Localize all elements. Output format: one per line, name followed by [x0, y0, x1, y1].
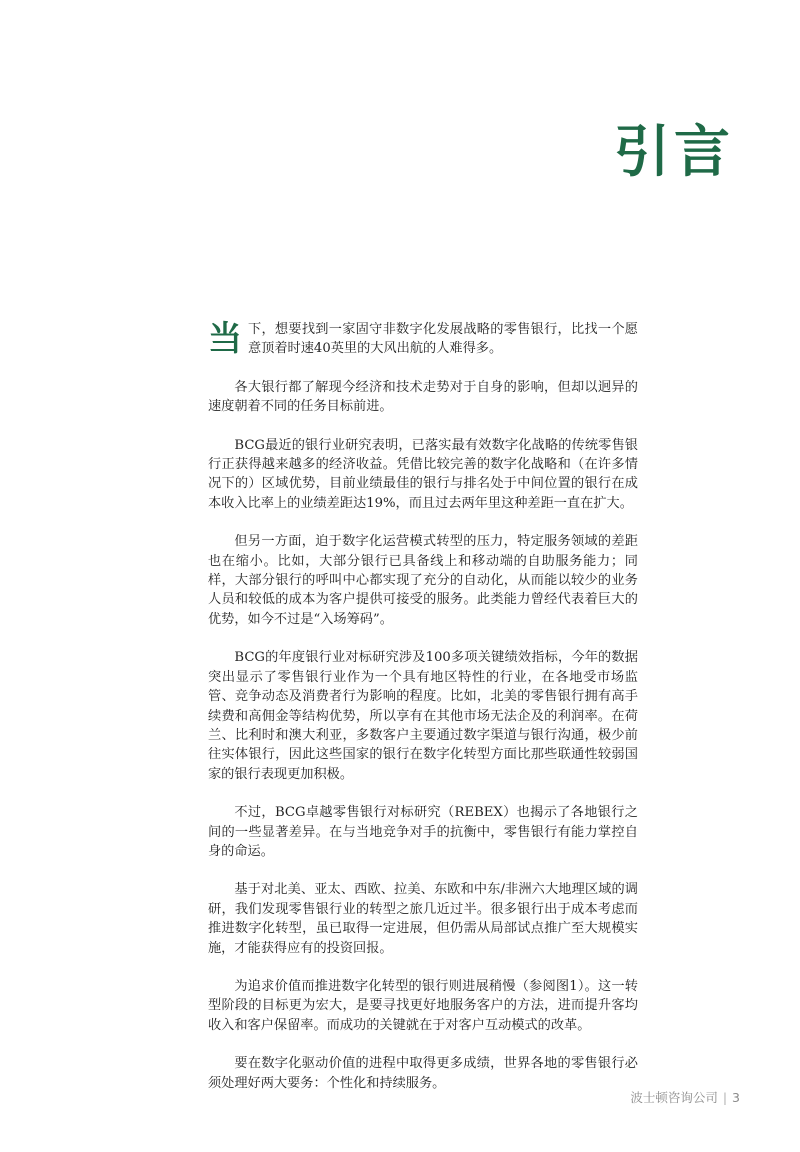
footer-separator: |	[722, 1090, 728, 1105]
body-text	[208, 320, 638, 1112]
paragraph: 要在数字化驱动价值的进程中取得更多成绩，世界各地的零售银行必须处理好两大要务：个性化和持续服务。	[208, 1056, 638, 1091]
page-footer	[630, 1088, 740, 1106]
page-number: 3	[732, 1090, 740, 1105]
paragraph-intro-text: 下，想要找到一家固守非数字化发展战略的零售银行，比找一个愿意顶着时速40英里的大风出航的人难得多。	[248, 322, 638, 357]
paragraph: 不过，BCG卓越零售银行对标研究（REBEX）也揭示了各地银行之间的一些显著差异。在与当地竞争对手的抗衡中，零售银行有能力掌控自身的命运。	[208, 805, 638, 859]
paragraph: 但另一方面，迫于数字化运营模式转型的压力，特定服务领域的差距也在缩小。比如，大部分银行已具备线上和移动端的自助服务能力；同样，大部分银行的呼叫中心都实现了充分的自动化，从而能以较少的业务人员和较低的成本为客户提供可接受的服务。此类能力曾经代表着巨大的优势，如今不过是“入场筹码”。	[208, 534, 638, 627]
paragraph: BCG最近的银行业研究表明，已落实最有效数字化战略的传统零售银行正获得越来越多的经济收益。凭借比较完善的数字化战略和（在许多情况下的）区域优势，目前业绩最佳的银行与排名处于中间位置的银行在成本收入比率上的业绩差距达19%，而且过去两年里这种差距一直在扩大。	[208, 437, 638, 511]
paragraph: 为追求价值而推进数字化转型的银行则进展稍慢（参阅图1）。这一转型阶段的目标更为宏大，是要寻找更好地服务客户的方法，进而提升客均收入和客户保留率。而成功的关键就在于对客户互动模式的改革。	[208, 978, 638, 1033]
page-title: 引言	[614, 118, 734, 185]
paragraph: 基于对北美、亚太、西欧、拉美、东欧和中东/非洲六大地理区域的调研，我们发现零售银行业的转型之旅几近过半。很多银行出于成本考虑而推进数字化转型，虽已取得一定进展，但仍需从局部试点推广至大规模实施，才能获得应有的投资回报。	[208, 882, 638, 956]
paragraph: 各大银行都了解现今经济和技术走势对于自身的影响，但却以迥异的速度朝着不同的任务目标前进。	[208, 379, 638, 415]
paragraph-intro	[208, 320, 638, 359]
drop-cap: 当	[208, 319, 242, 359]
footer-company: 波士顿咨询公司	[630, 1090, 718, 1105]
paragraph: BCG的年度银行业对标研究涉及100多项关键绩效指标，今年的数据突出显示了零售银行业作为一个具有地区特性的行业，在各地受市场监管、竞争动态及消费者行为影响的程度。比如，北美的零售银行拥有高手续费和高佣金等结构优势，所以享有在其他市场无法企及的利润率。在荷兰、比利时和澳大利亚，多数客户主要通过数字渠道与银行沟通，极少前往实体银行，因此这些国家的银行在数字化转型方面比那些联通性较弱国家的银行表现更加积极。	[208, 650, 638, 782]
